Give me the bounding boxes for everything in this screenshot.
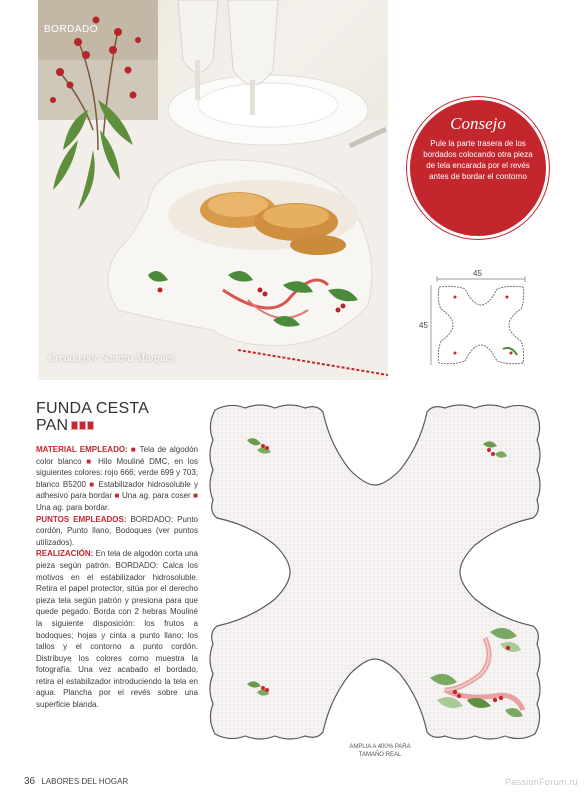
difficulty-rating — [71, 421, 94, 430]
article-body — [36, 444, 198, 711]
size-diagram — [419, 265, 535, 370]
magazine-name: LABORES DEL HOGAR — [41, 777, 129, 786]
article — [36, 400, 198, 711]
materials-text-4: Una ag. para coser — [122, 491, 191, 501]
stitches-text: BORDADO: Punto cordón, Punto llano, Bodoques (ver puntos utilizados). — [36, 514, 198, 547]
title-line-2: PAN — [36, 417, 69, 434]
stitches-label: PUNTOS EMPLEADOS: — [36, 514, 127, 524]
tip-title: Consejo — [450, 114, 506, 133]
materials-text: Tela de algodón color blanco — [36, 445, 198, 466]
tip-text: Pule la parte trasera de los bordados colocando otra pieza de tela encarada por el revés antes de bordar el contorno — [423, 139, 533, 181]
bullet-square-icon: ■ — [193, 491, 199, 501]
bullet-square-icon: ■ — [114, 491, 120, 501]
watermark: PassionForum.ru — [504, 777, 578, 787]
tip-callout — [410, 100, 546, 236]
materials-text-5: Una ag. para bordar. — [36, 502, 110, 512]
article-title — [36, 400, 198, 434]
process-label: REALIZACIÓN: — [36, 549, 94, 559]
materials-text-3: Estabilizador hidrosoluble y adhesivo para bordar — [36, 479, 199, 501]
materials-text-2: Hilo Mouliné DMC, en los siguientes colores: rojo 666; verde 699 y 703; blanco B5200 — [36, 456, 198, 489]
section-tag: BORDADO — [44, 24, 99, 35]
height-label: 45 — [419, 321, 428, 330]
title-line-1: FUNDA CESTA — [36, 400, 150, 417]
process-text: En tela de algodón corta una pieza según patrón. BORDADO: Calca los motivos en el estabilizador hidrosoluble. Retira el papel protector, sitúa por el derecho pieza tela según patrón y presiona para que quede pegado. Borda con 2 hebras Mouliné la siguiente disposición: los frutos a bodoques; hojas y cinta a punto llano; los tallos y el contorno a punto cordón. Distribuye los colores como muestra la fotografía. Una vez acabado el bordado, retira el estabilizador introduciendo la tela en agua. Plancha por el revés sobre una superficie blanda. — [36, 549, 198, 710]
bullet-square-icon: ■ — [130, 445, 137, 454]
mini-pattern-shape — [425, 265, 535, 370]
photo-credit: Creado por Sandra Marques — [48, 352, 175, 364]
cover-pattern-shape — [205, 400, 545, 745]
page-number: 36 — [24, 776, 36, 787]
bullet-square-icon: ■ — [89, 479, 96, 489]
width-label: 45 — [473, 269, 482, 278]
page-footer — [24, 776, 128, 787]
bread-basket-illustration — [38, 0, 388, 380]
materials-label: MATERIAL EMPLEADO: — [36, 445, 128, 454]
pattern-drawing — [205, 400, 545, 745]
bullet-square-icon: ■ — [86, 456, 94, 466]
difficulty-block-icon — [71, 421, 78, 430]
project-photo — [38, 0, 388, 380]
difficulty-block-icon — [87, 421, 94, 430]
difficulty-block-icon — [79, 421, 86, 430]
scale-note: AMPLIA A 400% PARA TAMAÑO REAL — [349, 744, 411, 758]
